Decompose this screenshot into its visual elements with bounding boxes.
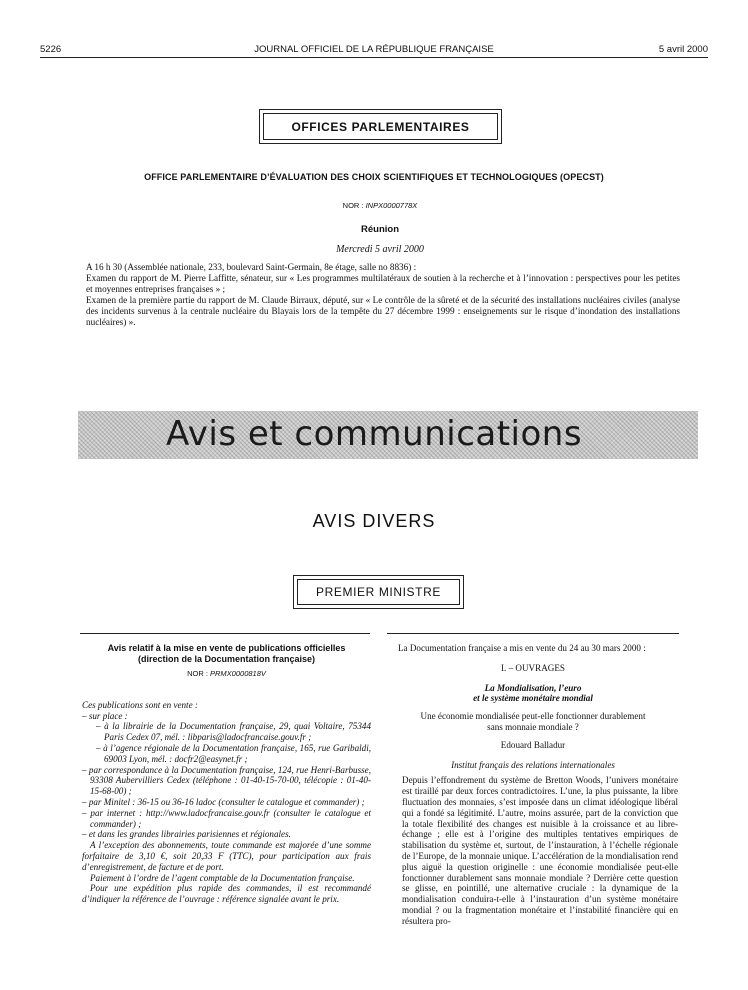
header-rule: [40, 57, 708, 58]
ministry-box: [297, 579, 460, 605]
list-item-sur-place: – sur place :: [82, 710, 128, 721]
list-item-minitel: – par Minitel : 36-15 ou 36-16 ladoc (consulter le catalogue et commander) ;: [82, 796, 365, 807]
offices-box-title: OFFICES PARLEMENTAIRES: [291, 119, 470, 134]
book-title-line-1: La Mondialisation, l’euro: [484, 682, 582, 693]
page-number: 5226: [40, 44, 62, 55]
banner-title: Avis et communications: [166, 414, 583, 454]
list-item-librairie: – à la librairie de la Documentation française, 29, quai Voltaire, 75344 Paris Cedex 07, mél. : libparis@ladocfrancaise.gouv.fr ;: [96, 721, 371, 743]
list-item-internet: – par internet : http://www.ladocfrancaise.gouv.fr (consulter le catalogue et commander) ;: [82, 807, 371, 829]
book-subtitle-line-2: sans monnaie mondiale ?: [487, 721, 579, 732]
notice-intro: Ces publications sont en vente :: [82, 699, 198, 710]
nor-label: NOR :: [342, 201, 366, 210]
office-name: OFFICE PARLEMENTAIRE D’ÉVALUATION DES CHOIX SCIENTIFIQUES ET TECHNOLOGIQUES (OPECST): [144, 172, 604, 182]
notice-title-line-1: Avis relatif à la mise en vente de publications officielles: [107, 643, 346, 653]
meeting-date: Mercredi 5 avril 2000: [336, 244, 424, 255]
section-title: AVIS DIVERS: [312, 511, 436, 531]
notice-nor-label: NOR :: [187, 669, 211, 678]
left-column: [82, 643, 371, 905]
notice-nor-code: PRMX0000818V: [210, 669, 266, 678]
offices-box: [263, 113, 498, 140]
book-author: Edouard Balladur: [500, 739, 566, 750]
meeting-heading: Réunion: [361, 224, 399, 235]
notice-nor: [82, 669, 371, 680]
list-item-librairies: – et dans les grandes librairies parisiennes et régionales.: [82, 829, 291, 840]
section-heading-ouvrages: I. – OUVRAGES: [501, 662, 565, 673]
section-banner: [78, 411, 698, 459]
running-header: [40, 44, 708, 58]
ministry-title: PREMIER MINISTRE: [316, 585, 441, 599]
issue-date: 5 avril 2000: [658, 44, 708, 55]
list-item-agence: – à l’agence régionale de la Documentation française, 165, rue Garibaldi, 69003 Lyon, mél. : docfr2@easynet.fr ;: [96, 742, 371, 764]
paragraph-paiement: Paiement à l’ordre de l’agent comptable de la Documentation française.: [90, 872, 355, 883]
left-column-rule: [80, 633, 370, 634]
notice-title: [82, 643, 371, 664]
nor-code: INPX0000778X: [365, 201, 418, 210]
nor-reference: [240, 201, 520, 210]
book-description: Depuis l’effondrement du système de Bretton Woods, l’univers monétaire est tiraillé par deux forces contradictoires. L’une, la plus puissante, la libre fluctuation des monnaies, s’est imposée dans un climat idéologique libéral qui a fondé sa légitimité. L’autre, moins assurée, part de la conviction que la totale flexibilité des changes est nuisible à la croissance et au libre-échange ; elle est à l’origine des multiples tentatives empiriques de stabilisation du système et, surtout, de l’instauration, à l’échelle régionale de l’Europe, de la monnaie unique. L’accélération de la mondialisation rend plus aiguë la question originelle : une économie mondialisée peut-elle fonctionner durablement sans monnaie mondiale ? Derrière cette question se glisse, en pointillé, une alternative cruciale : la dynamique de la mondialisation conduira-t-elle à l’instauration d’un système monétaire mondial ? ou la fragmentation monétaire et l’instabilité financière qui en résultera pro-: [402, 775, 678, 926]
meeting-item-2: Examen de la première partie du rapport de M. Claude Birraux, député, sur « Le contrôle de la sûreté et de la sécurité des installations nucléaires civiles (analyse des incidents survenus à la centrale nucléaire du Blayais lors de la tempête du 27 décembre 1999 : enseignements sur le risque d’inondation des installations nucléaires) ».: [86, 295, 680, 327]
book-subtitle-line-1: Une économie mondialisée peut-elle fonctionner durablement: [420, 711, 646, 722]
paragraph-expedition: Pour une expédition plus rapide des commandes, il est recommandé d’indiquer la référence de l’ouvrage : référence signalée avant le prix.: [82, 883, 371, 905]
meeting-item-1: Examen du rapport de M. Pierre Laffitte, sénateur, sur « Les programmes multilatéraux de soutien à la recherche et à l’innovation : perspectives pour les petites et moyennes entreprises françaises » ;: [86, 273, 680, 294]
right-column: [388, 643, 678, 927]
notice-body: [82, 700, 371, 905]
book-title-line-2: et le système monétaire mondial: [473, 693, 593, 704]
notice-title-line-2: (direction de la Documentation française): [137, 653, 316, 664]
paragraph-abonnements: A l’exception des abonnements, toute commande est majorée d’une somme forfaitaire de 3,10 €, soit 20,33 F (TTC), pour participation aux frais d’enregistrement, de facture et de port.: [82, 840, 371, 872]
list-item-correspondance: – par correspondance à la Documentation française, 124, rue Henri-Barbusse, 93308 Aubervilliers Cedex (téléphone : 01-40-15-70-00, télécopie : 01-40-15-68-00) ;: [82, 764, 371, 797]
sales-intro: La Documentation française a mis en vente du 24 au 30 mars 2000 :: [398, 643, 646, 653]
meeting-agenda: [86, 262, 680, 328]
meeting-time-location: A 16 h 30 (Assemblée nationale, 233, boulevard Saint-Germain, 8e étage, salle no 8836) :: [86, 262, 417, 272]
journal-title: JOURNAL OFFICIEL DE LA RÉPUBLIQUE FRANÇAISE: [254, 44, 494, 55]
right-column-rule: [387, 633, 679, 634]
book-publisher: Institut français des relations internationales: [451, 759, 615, 770]
